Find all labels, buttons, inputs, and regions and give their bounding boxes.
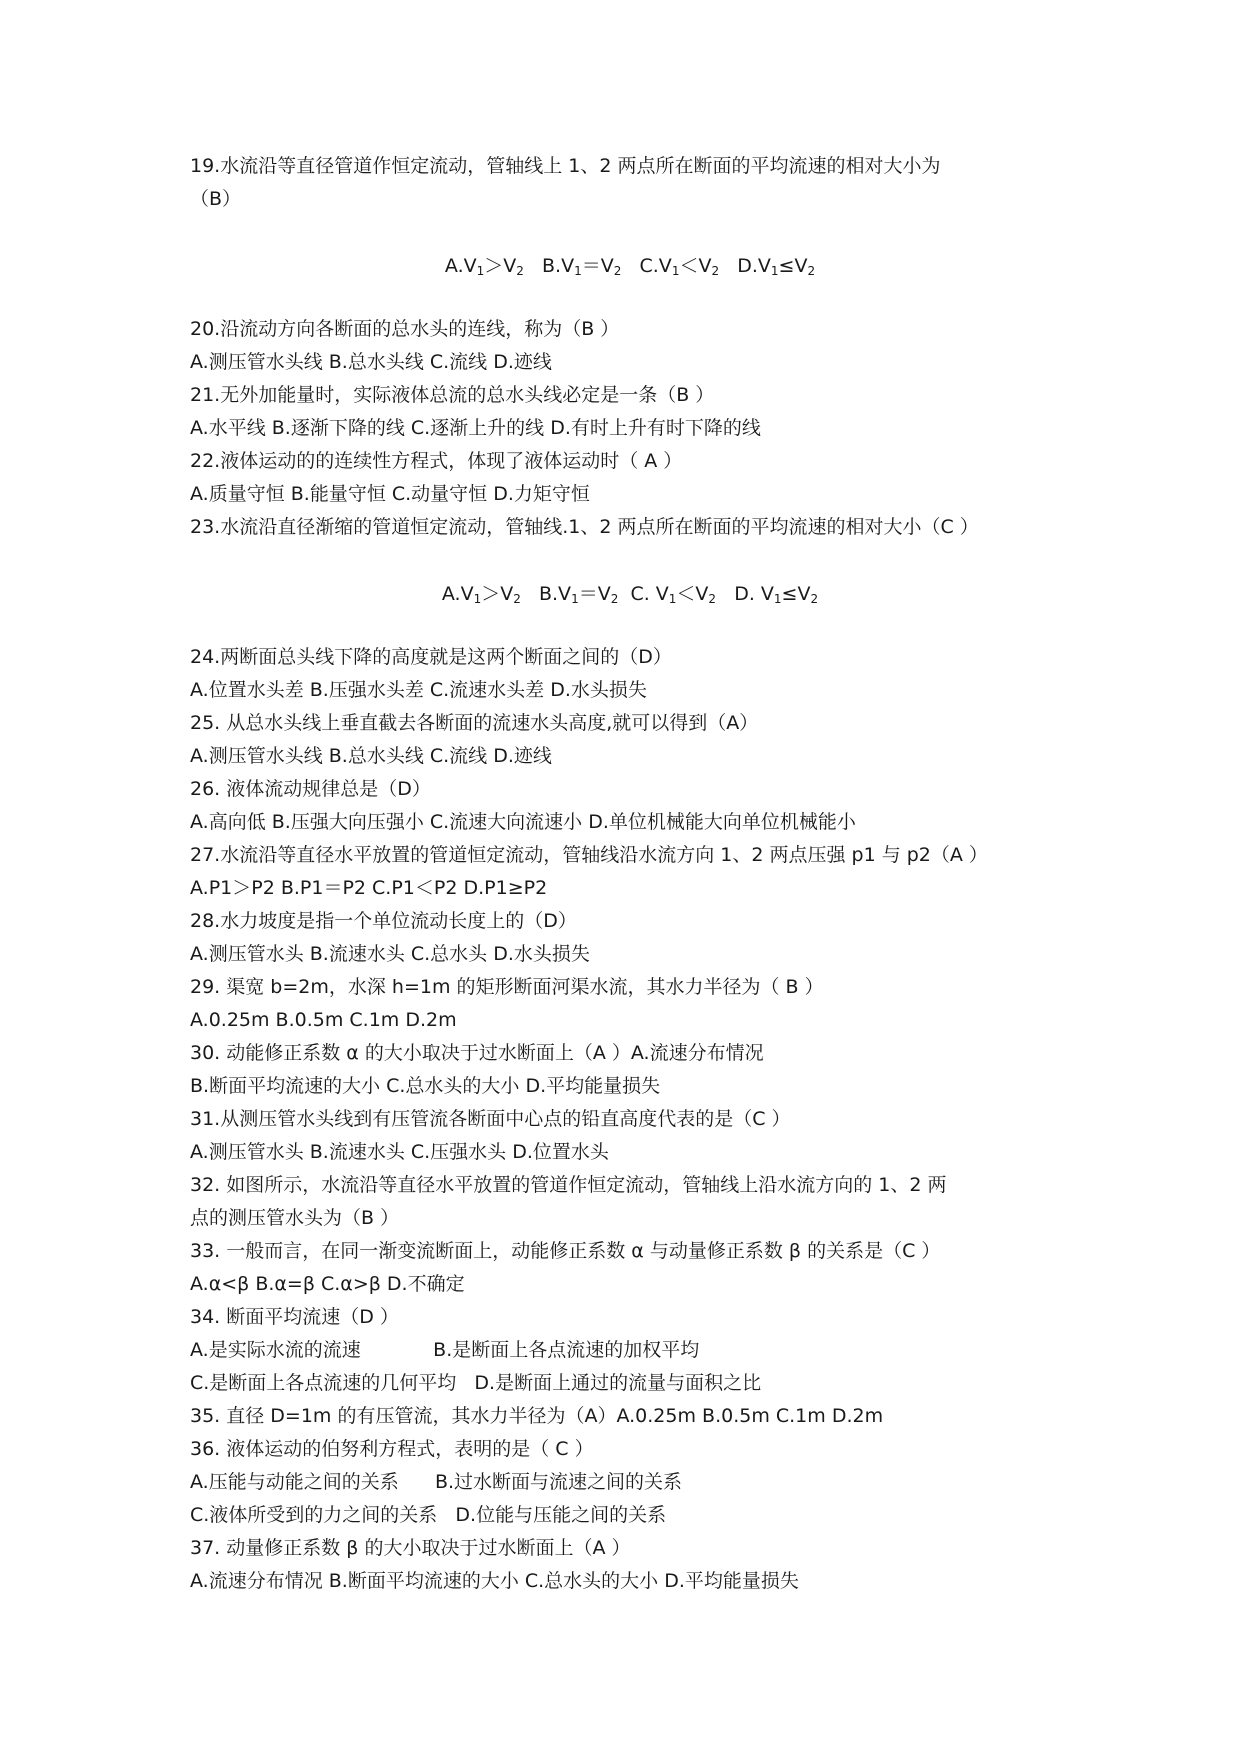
q27-options: A.P1＞P2 B.P1＝P2 C.P1＜P2 D.P1≥P2 xyxy=(190,877,548,899)
q36-options-1: A.压能与动能之间的关系 B.过水断面与流速之间的关系 xyxy=(190,1471,683,1493)
q26-question: 26. 液体流动规律总是（D） xyxy=(190,778,431,800)
q29-options: A.0.25m B.0.5m C.1m D.2m xyxy=(190,1009,457,1031)
q19-line2: （B） xyxy=(190,188,242,210)
q20-question: 20.沿流动方向各断面的总水头的连线，称为（B ） xyxy=(190,318,620,340)
q22-question: 22.液体运动的的连续性方程式，体现了液体运动时（ A ） xyxy=(190,450,683,472)
q25-options: A.测压管水头线 B.总水头线 C.流线 D.迹线 xyxy=(190,745,552,767)
q33-options: A.α<β B.α=β C.α>β D.不确定 xyxy=(190,1273,465,1295)
q32-question-line1: 32. 如图所示，水流沿等直径水平放置的管道作恒定流动，管轴线上沿水流方向的 1、2 两 xyxy=(190,1174,947,1196)
q36-options-2: C.液体所受到的力之间的关系 D.位能与压能之间的关系 xyxy=(190,1504,667,1526)
q35-question: 35. 直径 D=1m 的有压管流，其水力半径为（A）A.0.25m B.0.5m C.1m D.2m xyxy=(190,1405,884,1427)
q30-options: B.断面平均流速的大小 C.总水头的大小 D.平均能量损失 xyxy=(190,1075,661,1097)
q32-question-line2: 点的测压管水头为（B ） xyxy=(190,1207,400,1229)
q34-options-2: C.是断面上各点流速的几何平均 D.是断面上通过的流量与面积之比 xyxy=(190,1372,762,1394)
q31-options: A.测压管水头 B.流速水头 C.压强水头 D.位置水头 xyxy=(190,1141,609,1163)
q29-question: 29. 渠宽 b=2m，水深 h=1m 的矩形断面河渠水流，其水力半径为（ B ） xyxy=(190,976,824,998)
q23-question: 23.水流沿直径渐缩的管道恒定流动，管轴线.1、2 两点所在断面的平均流速的相对大小（C ） xyxy=(190,516,979,538)
q27-question: 27.水流沿等直径水平放置的管道恒定流动，管轴线沿水流方向 1、2 两点压强 p1 与 p2（A ） xyxy=(190,844,988,866)
q19-options-formula: $A.V_1>V_2$ $B.V_1=V_2$ $C.V_1<V_2$ $D.V_1\le V_2$ xyxy=(444,255,816,278)
q31-question: 31.从测压管水头线到有压管流各断面中心点的铅直高度代表的是（C ） xyxy=(190,1108,791,1130)
q37-options: A.流速分布情况 B.断面平均流速的大小 C.总水头的大小 D.平均能量损失 xyxy=(190,1570,799,1592)
q21-question: 21.无外加能量时，实际液体总流的总水头线必定是一条（B ） xyxy=(190,384,715,406)
q28-question: 28.水力坡度是指一个单位流动长度上的（D） xyxy=(190,910,577,932)
q20-options: A.测压管水头线 B.总水头线 C.流线 D.迹线 xyxy=(190,351,552,373)
q34-question: 34. 断面平均流速（D ） xyxy=(190,1306,399,1328)
q34-options-1: A.是实际水流的流速 B.是断面上各点流速的加权平均 xyxy=(190,1339,700,1361)
q23-options-formula: $A.V_1>V_2$ $B.V_1=V_2$ C. $V_1<V_2$ D. $V_1\le V_2$ xyxy=(441,583,819,606)
q22-options: A.质量守恒 B.能量守恒 C.动量守恒 D.力矩守恒 xyxy=(190,483,590,505)
q26-options: A.高向低 B.压强大向压强小 C.流速大向流速小 D.单位机械能大向单位机械能小 xyxy=(190,811,856,833)
q25-question: 25. 从总水头线上垂直截去各断面的流速水头高度,就可以得到（A） xyxy=(190,712,759,734)
q28-options: A.测压管水头 B.流速水头 C.总水头 D.水头损失 xyxy=(190,943,590,965)
q24-options: A.位置水头差 B.压强水头差 C.流速水头差 D.水头损失 xyxy=(190,679,647,701)
q37-question: 37. 动量修正系数 β 的大小取决于过水断面上（A ） xyxy=(190,1537,631,1559)
q36-question: 36. 液体运动的伯努利方程式，表明的是（ C ） xyxy=(190,1438,594,1460)
q33-question: 33. 一般而言，在同一渐变流断面上，动能修正系数 α 与动量修正系数 β 的关系是（C ） xyxy=(190,1240,941,1262)
q21-options: A.水平线 B.逐渐下降的线 C.逐渐上升的线 D.有时上升有时下降的线 xyxy=(190,417,761,439)
q30-question: 30. 动能修正系数 α 的大小取决于过水断面上（A ）A.流速分布情况 xyxy=(190,1042,764,1064)
q19-line1: 19.水流沿等直径管道作恒定流动，管轴线上 1、2 两点所在断面的平均流速的相对大小为 xyxy=(190,155,941,177)
q24-question: 24.两断面总头线下降的高度就是这两个断面之间的（D） xyxy=(190,646,672,668)
document-page xyxy=(190,150,1070,1598)
